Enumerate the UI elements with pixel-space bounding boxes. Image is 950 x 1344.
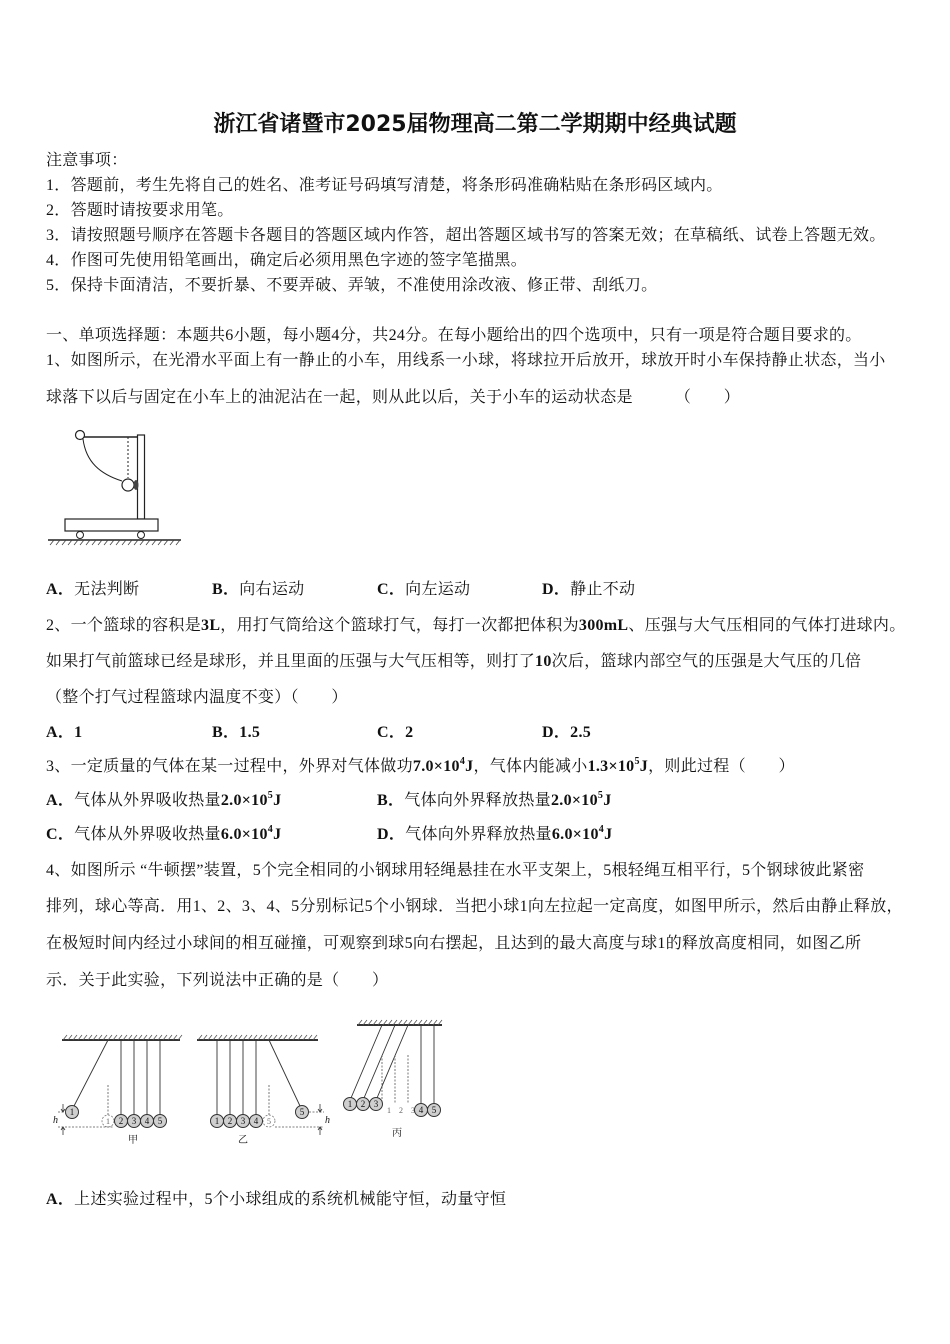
option-text: 1.5 (239, 724, 261, 741)
option-value: 6.0×10 (220, 826, 268, 843)
q2-stem-line-2 (46, 652, 861, 672)
q2-stem-line-1 (46, 616, 906, 636)
notes-item-2: 2．答题时请按要求用笔。 (46, 202, 234, 219)
cradle-bing (344, 1020, 443, 1139)
option-text: 向左运动 (405, 581, 471, 598)
ball-start-position (76, 431, 85, 440)
q2-option-c (377, 723, 413, 743)
ghost-strings (382, 1055, 408, 1104)
ghost-ball-label: 2 (399, 1106, 403, 1115)
string (364, 1025, 395, 1098)
height-arrows (318, 1104, 322, 1135)
ghost-ball-label: 5 (267, 1117, 271, 1126)
option-label: D． (377, 826, 406, 843)
q2-option-d (542, 723, 591, 743)
q2-text: ，用打气筒给这个篮球打气，每打一次都把体积为 (220, 617, 579, 634)
option-text: 向右运动 (239, 581, 305, 598)
q1-option-c (377, 580, 470, 600)
q1-option-a (46, 580, 139, 600)
q2-pump-volume-value: 300mL (578, 617, 629, 634)
notes-item-3: 3．请按照题号顺序在答题卡各题目的答题区域内作答，超出答题区域书写的答案无效；在草稿纸、试卷上答题无效。 (46, 227, 886, 244)
q3-options-row-2 (46, 825, 906, 845)
ball-label: 2 (360, 1099, 366, 1109)
q3-work-exponent: 4 (459, 756, 466, 767)
q3-work-value: 7.0×10 (412, 758, 460, 775)
q1-answer-blank: （ ） (674, 389, 741, 406)
q4-stem-line-2: 排列，球心等高．用1、2、3、4、5分别标记5个小钢球．当把小球1向左拉起一定高度，如图甲所示，然后由静止释放， (46, 898, 903, 915)
ball-label: 1 (347, 1099, 353, 1109)
option-label: B． (212, 724, 240, 741)
q3-energy-unit: J (639, 758, 649, 775)
height-label: h (325, 1115, 330, 1126)
ball-label: 1 (214, 1116, 220, 1126)
option-text: 上述实验过程中，5个小球组成的系统机械能守恒，动量守恒 (74, 1191, 507, 1208)
ball-label: 5 (299, 1107, 305, 1117)
q2-options (46, 723, 906, 743)
cart-pendulum-figure (40, 420, 190, 550)
option-text: 气体向外界释放热量 (405, 826, 552, 843)
vertical-post (138, 435, 145, 519)
ball-label: 1 (69, 1107, 75, 1117)
ball-label: 5 (157, 1116, 163, 1126)
option-text: 1 (74, 724, 83, 741)
q3-options-row-1 (46, 791, 906, 811)
q3-option-b (377, 791, 612, 813)
q2-text: 如果打气前篮球已经是球形，并且里面的压强与大气压相等，则打了 (46, 653, 536, 670)
option-text: 气体从外界吸收热量 (74, 826, 221, 843)
height-arrows (61, 1104, 65, 1135)
q3-text: ，则此过程（ ） (648, 758, 795, 775)
q1-stem-line-1: 1、如图所示，在光滑水平面上有一静止的小车，用线系一小球，将球拉开后放开，球放开时小车保持静止状态，当小 (46, 352, 886, 369)
string (74, 1040, 108, 1106)
option-label: B． (212, 581, 240, 598)
ball-label: 4 (144, 1116, 150, 1126)
option-value: 6.0×10 (551, 826, 599, 843)
q1-option-b (212, 580, 304, 600)
option-label: B． (377, 792, 405, 809)
ghost-ball-label: 1 (106, 1117, 110, 1126)
q2-volume-value: 3L (201, 617, 221, 634)
page-title: 浙江省诸暨市2025届物理高二第二学期期中经典试题 (213, 112, 737, 137)
cart-plank (65, 519, 158, 531)
q1-options (46, 580, 906, 600)
ball-bottom-position (122, 479, 134, 491)
caption-bing: 丙 (392, 1128, 402, 1139)
option-exponent: 4 (598, 824, 605, 835)
string (269, 1040, 300, 1106)
option-text: 气体从外界吸收热量 (74, 792, 221, 809)
q1-stem-text: 球落下以后与固定在小车上的油泥沾在一起，则从此以后，关于小车的运动状态是 (46, 389, 633, 406)
caption-yi: 乙 (238, 1135, 248, 1146)
caption-jia: 甲 (128, 1135, 138, 1146)
notes-item-4: 4．作图可先使用铅笔画出，确定后必须用黑色字迹的签字笔描黑。 (46, 252, 528, 269)
height-label: h (53, 1115, 58, 1126)
option-label: D． (542, 581, 571, 598)
option-unit: J (273, 792, 282, 809)
option-unit: J (273, 826, 282, 843)
oil-mud (134, 480, 139, 490)
option-text: 2 (405, 724, 414, 741)
q3-option-c (46, 825, 281, 847)
q3-energy-value: 1.3×10 (587, 758, 635, 775)
q2-option-b (212, 723, 260, 743)
option-label: C． (377, 581, 406, 598)
q1-option-d (542, 580, 635, 600)
ball-label: 4 (418, 1105, 424, 1115)
notes-heading: 注意事项： (46, 152, 128, 169)
option-text: 2.5 (570, 724, 592, 741)
q1-stem-line-2 (46, 388, 740, 408)
notes-item-5: 5．保持卡面清洁，不要折暴、不要弄破、弄皱，不准使用涂改液、修正带、刮纸刀。 (46, 277, 658, 294)
option-text: 无法判断 (74, 581, 140, 598)
option-label: A． (46, 581, 75, 598)
q4-stem-line-1: 4、如图所示 “牛顿摆”装置，5个完全相同的小钢球用轻绳悬挂在水平支架上，5根轻绳互相平行，5个钢球彼此紧密 (46, 862, 865, 879)
cart-wheel-left (77, 532, 84, 539)
option-label: D． (542, 724, 571, 741)
notes-item-1: 1．答题前，考生先将自己的姓名、准考证号码填写清楚，将条形码准确粘贴在条形码区域内。 (46, 177, 723, 194)
option-text: 静止不动 (570, 581, 636, 598)
q3-energy-exponent: 5 (634, 756, 640, 767)
ghost-ball-label: 1 (387, 1106, 391, 1115)
ball-label: 2 (118, 1116, 124, 1126)
q4-stem-line-3: 在极短时间内经过小球间的相互碰撞，可观察到球5向右摆起，且达到的最大高度与球1的释放高度相同，如图乙所 (46, 935, 862, 952)
option-value: 2.0×10 (550, 792, 598, 809)
cart-wheel-right (138, 532, 145, 539)
q3-text: 3、一定质量的气体在某一过程中，外界对气体做功 (46, 758, 413, 775)
ball-label: 5 (431, 1105, 437, 1115)
q2-option-a (46, 723, 82, 743)
option-value: 2.0×10 (220, 792, 268, 809)
ball-label: 3 (131, 1116, 137, 1126)
q3-option-a (46, 791, 281, 813)
option-exponent: 5 (597, 790, 604, 801)
section-header: 一、单项选择题：本题共6小题，每小题4分，共24分。在每小题给出的四个选项中，只有一项是符合题目要求的。 (46, 327, 862, 344)
option-label: A． (46, 1191, 75, 1208)
option-exponent: 4 (267, 824, 274, 835)
ball-path-curve (83, 439, 122, 481)
option-unit: J (604, 826, 613, 843)
q2-text: 2、一个篮球的容积是 (46, 617, 202, 634)
string (351, 1025, 382, 1098)
ball-label: 3 (373, 1099, 379, 1109)
q4-stem-line-4: 示．关于此实验，下列说法中正确的是（ ） (46, 972, 389, 989)
q2-text: 次后，篮球内部空气的压强是大气压的几倍 (551, 653, 862, 670)
q4-option-a (46, 1190, 506, 1210)
cradle-jia (53, 1035, 182, 1146)
option-label: A． (46, 724, 75, 741)
q3-stem (46, 757, 795, 779)
ball-label: 4 (253, 1116, 259, 1126)
option-label: C． (46, 826, 75, 843)
option-exponent: 5 (267, 790, 274, 801)
cradle-yi (197, 1035, 330, 1146)
ball-label: 3 (240, 1116, 246, 1126)
q3-option-d (377, 825, 612, 847)
q3-text: ，气体内能减小 (473, 758, 588, 775)
option-label: A． (46, 792, 75, 809)
q2-count-value: 10 (535, 653, 552, 670)
newton-cradle-figure (40, 1012, 455, 1152)
ball-label: 2 (227, 1116, 233, 1126)
option-text: 气体向外界释放热量 (404, 792, 551, 809)
q3-work-unit: J (465, 758, 474, 775)
q2-stem-line-3: （整个打气过程篮球内温度不变）（ ） (46, 689, 348, 706)
q2-text: 、压强与大气压相同的气体打进球内。 (628, 617, 906, 634)
option-unit: J (603, 792, 612, 809)
option-label: C． (377, 724, 406, 741)
ghost-ball-label: 3 (411, 1106, 415, 1115)
